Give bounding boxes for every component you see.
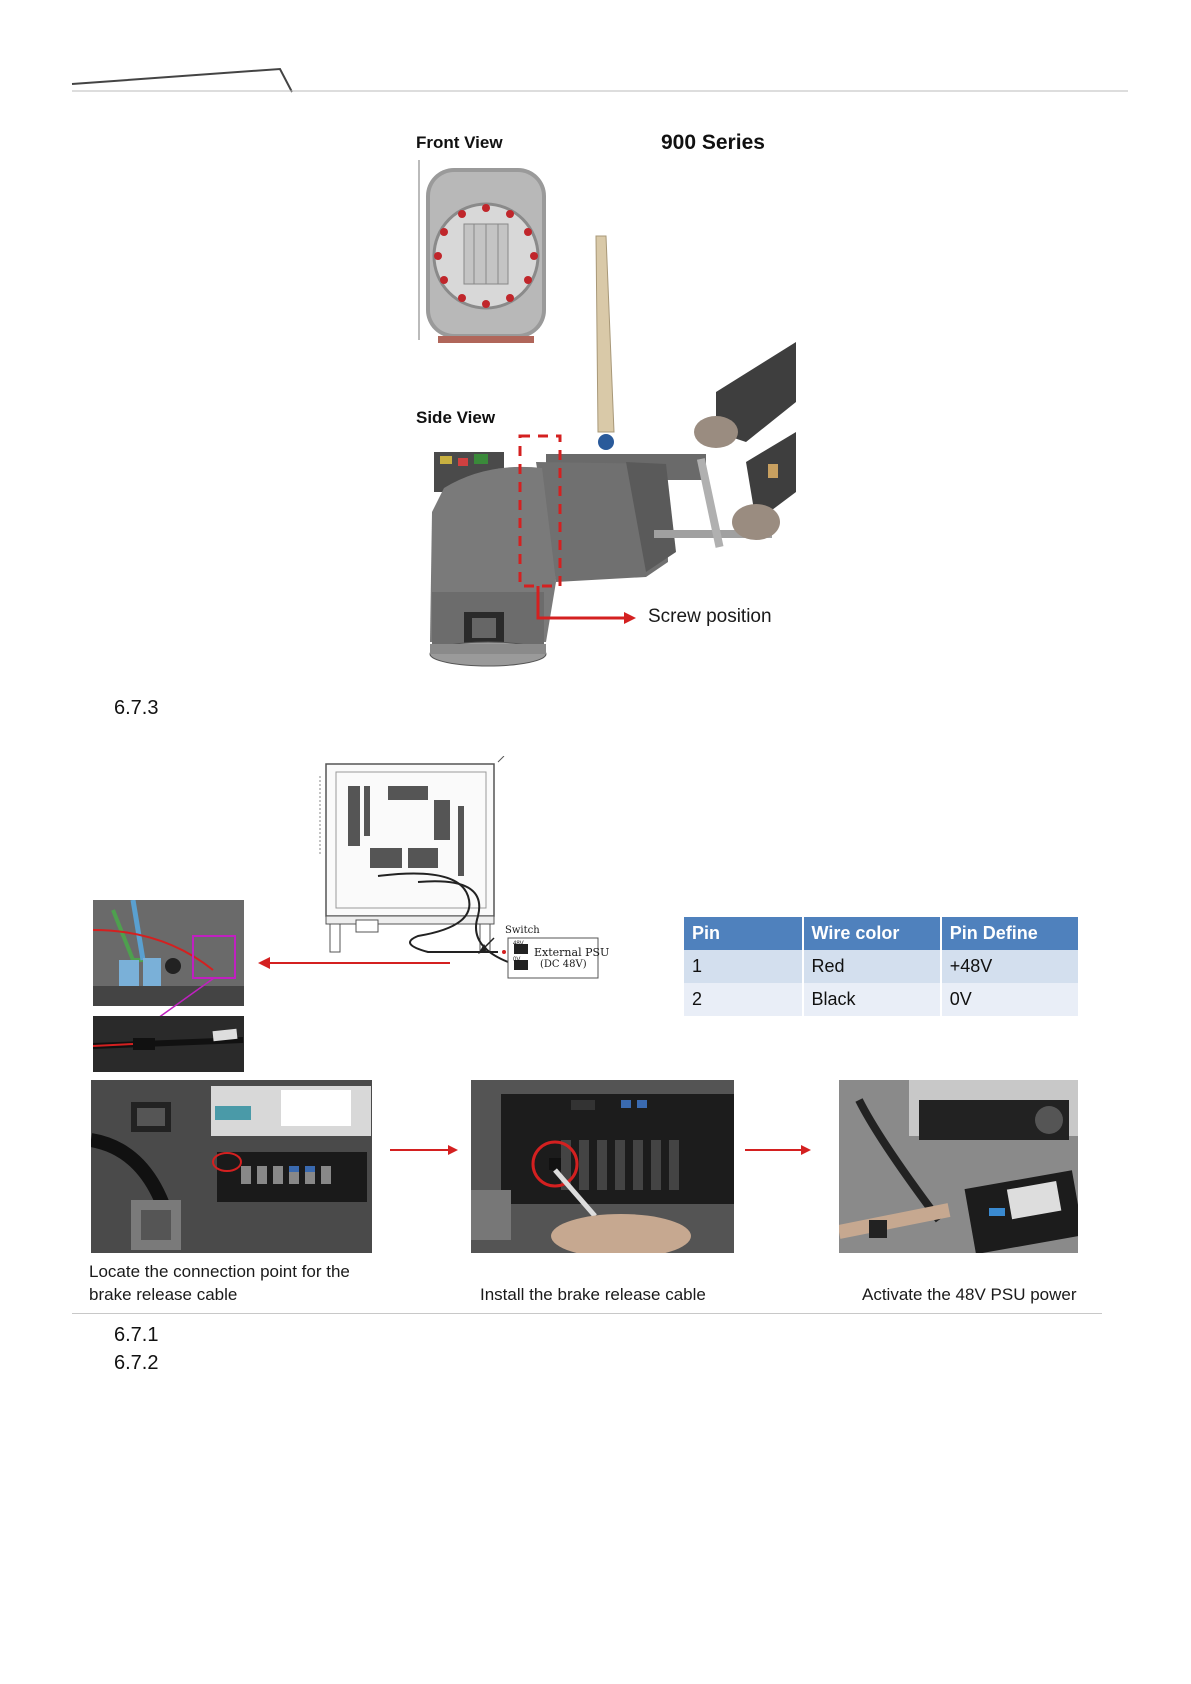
step-arrow-1 — [390, 1143, 460, 1157]
pin-table-header-row — [684, 917, 1079, 950]
section-6-7-1: 6.7.1 — [114, 1324, 159, 1346]
psu-0v-pin: 0V — [513, 957, 521, 963]
step1-photo — [91, 1080, 372, 1253]
side-view-label: Side View — [416, 408, 496, 427]
table-row — [684, 983, 1079, 1016]
step-arrow-2 — [745, 1143, 815, 1157]
header-line — [0, 0, 1191, 100]
step2-caption: Install the brake release cable — [480, 1285, 706, 1304]
step3-caption: Activate the 48V PSU power — [862, 1285, 1077, 1304]
screw-position-label: Screw position — [648, 606, 772, 627]
wire-color-cell: Black — [803, 983, 941, 1016]
section-divider — [72, 1313, 1102, 1314]
wire-color-column-header: Wire color — [803, 917, 941, 950]
step1-caption-line2: brake release cable — [89, 1285, 238, 1304]
pin-cell: 1 — [684, 950, 803, 983]
section-6-7-3: 6.7.3 — [114, 697, 159, 719]
step3-photo — [839, 1080, 1078, 1253]
pin-define-cell: +48V — [941, 950, 1079, 983]
switch-label: Switch — [505, 925, 540, 936]
section-6-7-2: 6.7.2 — [114, 1352, 159, 1374]
pin-cell: 2 — [684, 983, 803, 1016]
table-row — [684, 950, 1079, 983]
wire-color-cell: Red — [803, 950, 941, 983]
front-view-label: Front View — [416, 133, 503, 152]
cable-closeup-photo — [93, 1016, 244, 1072]
pin-define-cell: 0V — [941, 983, 1079, 1016]
series-title: 900 Series — [661, 131, 765, 154]
pin-column-header: Pin — [684, 917, 803, 950]
pin-table — [684, 917, 1080, 1016]
step2-photo — [471, 1080, 734, 1253]
diagram-arrow — [258, 956, 452, 970]
psu-48v-pin: 48V — [513, 941, 524, 947]
step1-caption-line1: Locate the connection point for the — [89, 1262, 350, 1281]
psu-label-line2: (DC 48V) — [540, 959, 587, 970]
psu-label-line1: External PSU — [534, 946, 610, 959]
pin-define-column-header: Pin Define — [941, 917, 1079, 950]
